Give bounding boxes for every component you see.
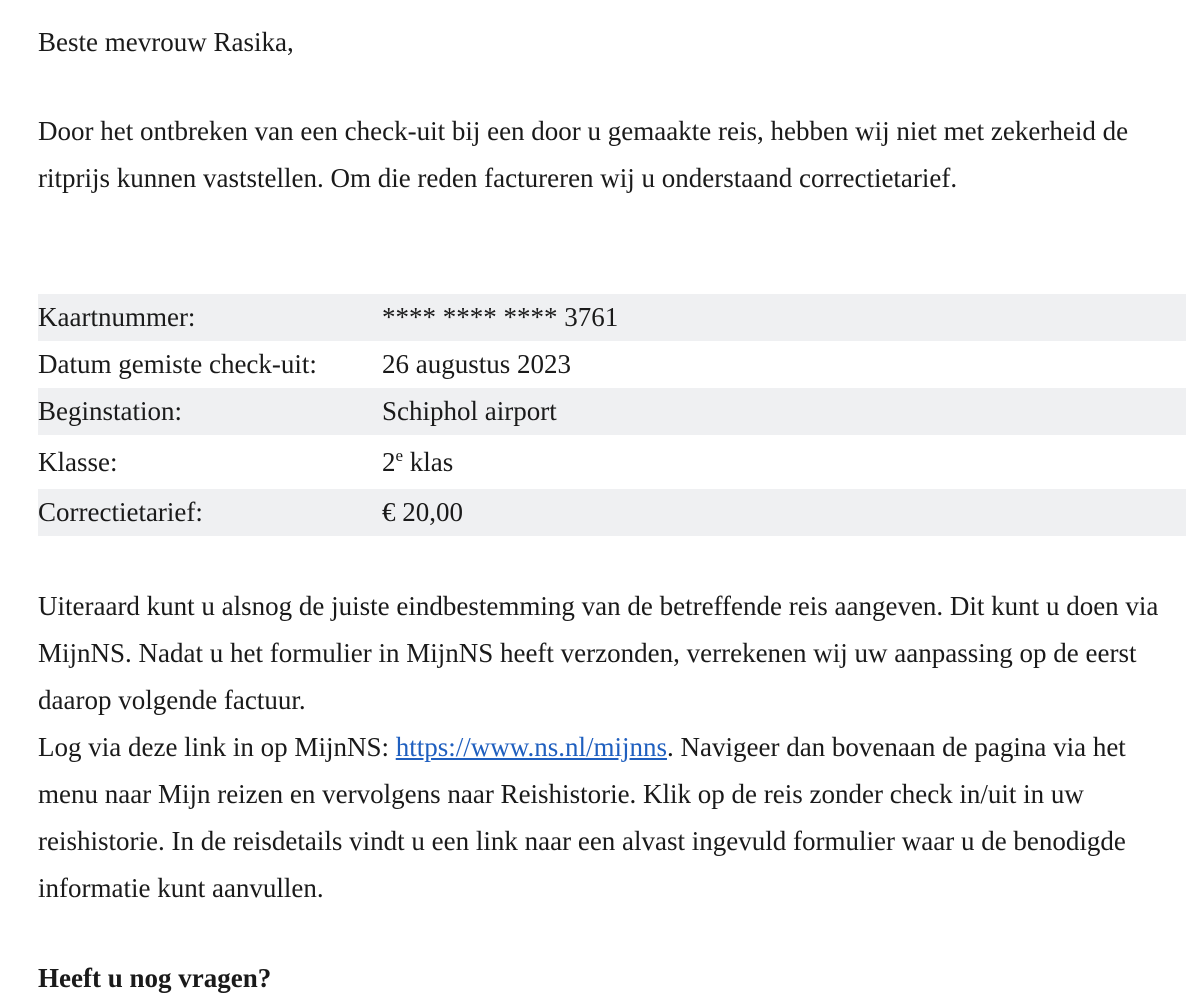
class-superscript: e bbox=[395, 445, 404, 465]
class-word: klas bbox=[403, 446, 454, 477]
missed-checkout-date-label: Datum gemiste check-uit: bbox=[38, 349, 317, 379]
mijnns-link[interactable]: https://www.ns.nl/mijnns bbox=[395, 732, 667, 762]
table-row bbox=[38, 294, 1186, 341]
instructions bbox=[38, 583, 1188, 912]
start-station-label: Beginstation: bbox=[38, 388, 382, 435]
missed-checkout-date-value: 26 augustus 2023 bbox=[382, 349, 571, 379]
login-instructions: . Navigeer dan bovenaan de pagina via het menu naar Mijn reizen en vervolgens naar Reishistorie. Klik op de reis zonder check in/uit in uw reishistorie. In de reisdetails vindt u een link naar een alvast ingevuld formulier waar u de benodigde informatie kunt aanvullen. bbox=[38, 732, 1126, 903]
table-row bbox=[38, 388, 1186, 435]
class-label: Klasse: bbox=[38, 446, 118, 477]
login-prefix: Log via deze link in op MijnNS: bbox=[38, 732, 396, 762]
class-number: 2 bbox=[382, 446, 396, 477]
correction-fee-value: € 20,00 bbox=[382, 489, 1186, 536]
questions-heading: Heeft u nog vragen? bbox=[38, 963, 272, 993]
greeting: Beste mevrouw Rasika, bbox=[38, 27, 294, 57]
intro-paragraph: Door het ontbreken van een check-uit bij een door u gemaakte reis, hebben wij niet met zekerheid de ritprijs kunnen vaststellen. Om die reden factureren wij u onderstaand correctietarief. bbox=[38, 116, 1129, 193]
table-row bbox=[38, 435, 1186, 489]
correction-fee-label: Correctietarief: bbox=[38, 489, 382, 536]
card-number-value: **** **** **** 3761 bbox=[382, 294, 1186, 341]
details-table bbox=[38, 294, 1186, 536]
instructions-paragraph: Uiteraard kunt u alsnog de juiste eindbestemming van de betreffende reis aangeven. Dit kunt u doen via MijnNS. Nadat u het formulier in MijnNS heeft verzonden, verrekenen wij uw aanpassing op de eerst daarop volgende factuur. bbox=[38, 591, 1159, 715]
table-row bbox=[38, 341, 1186, 388]
start-station-value: Schiphol airport bbox=[382, 388, 1186, 435]
card-number-label: Kaartnummer: bbox=[38, 294, 382, 341]
table-row bbox=[38, 489, 1186, 536]
class-value bbox=[382, 435, 1186, 489]
